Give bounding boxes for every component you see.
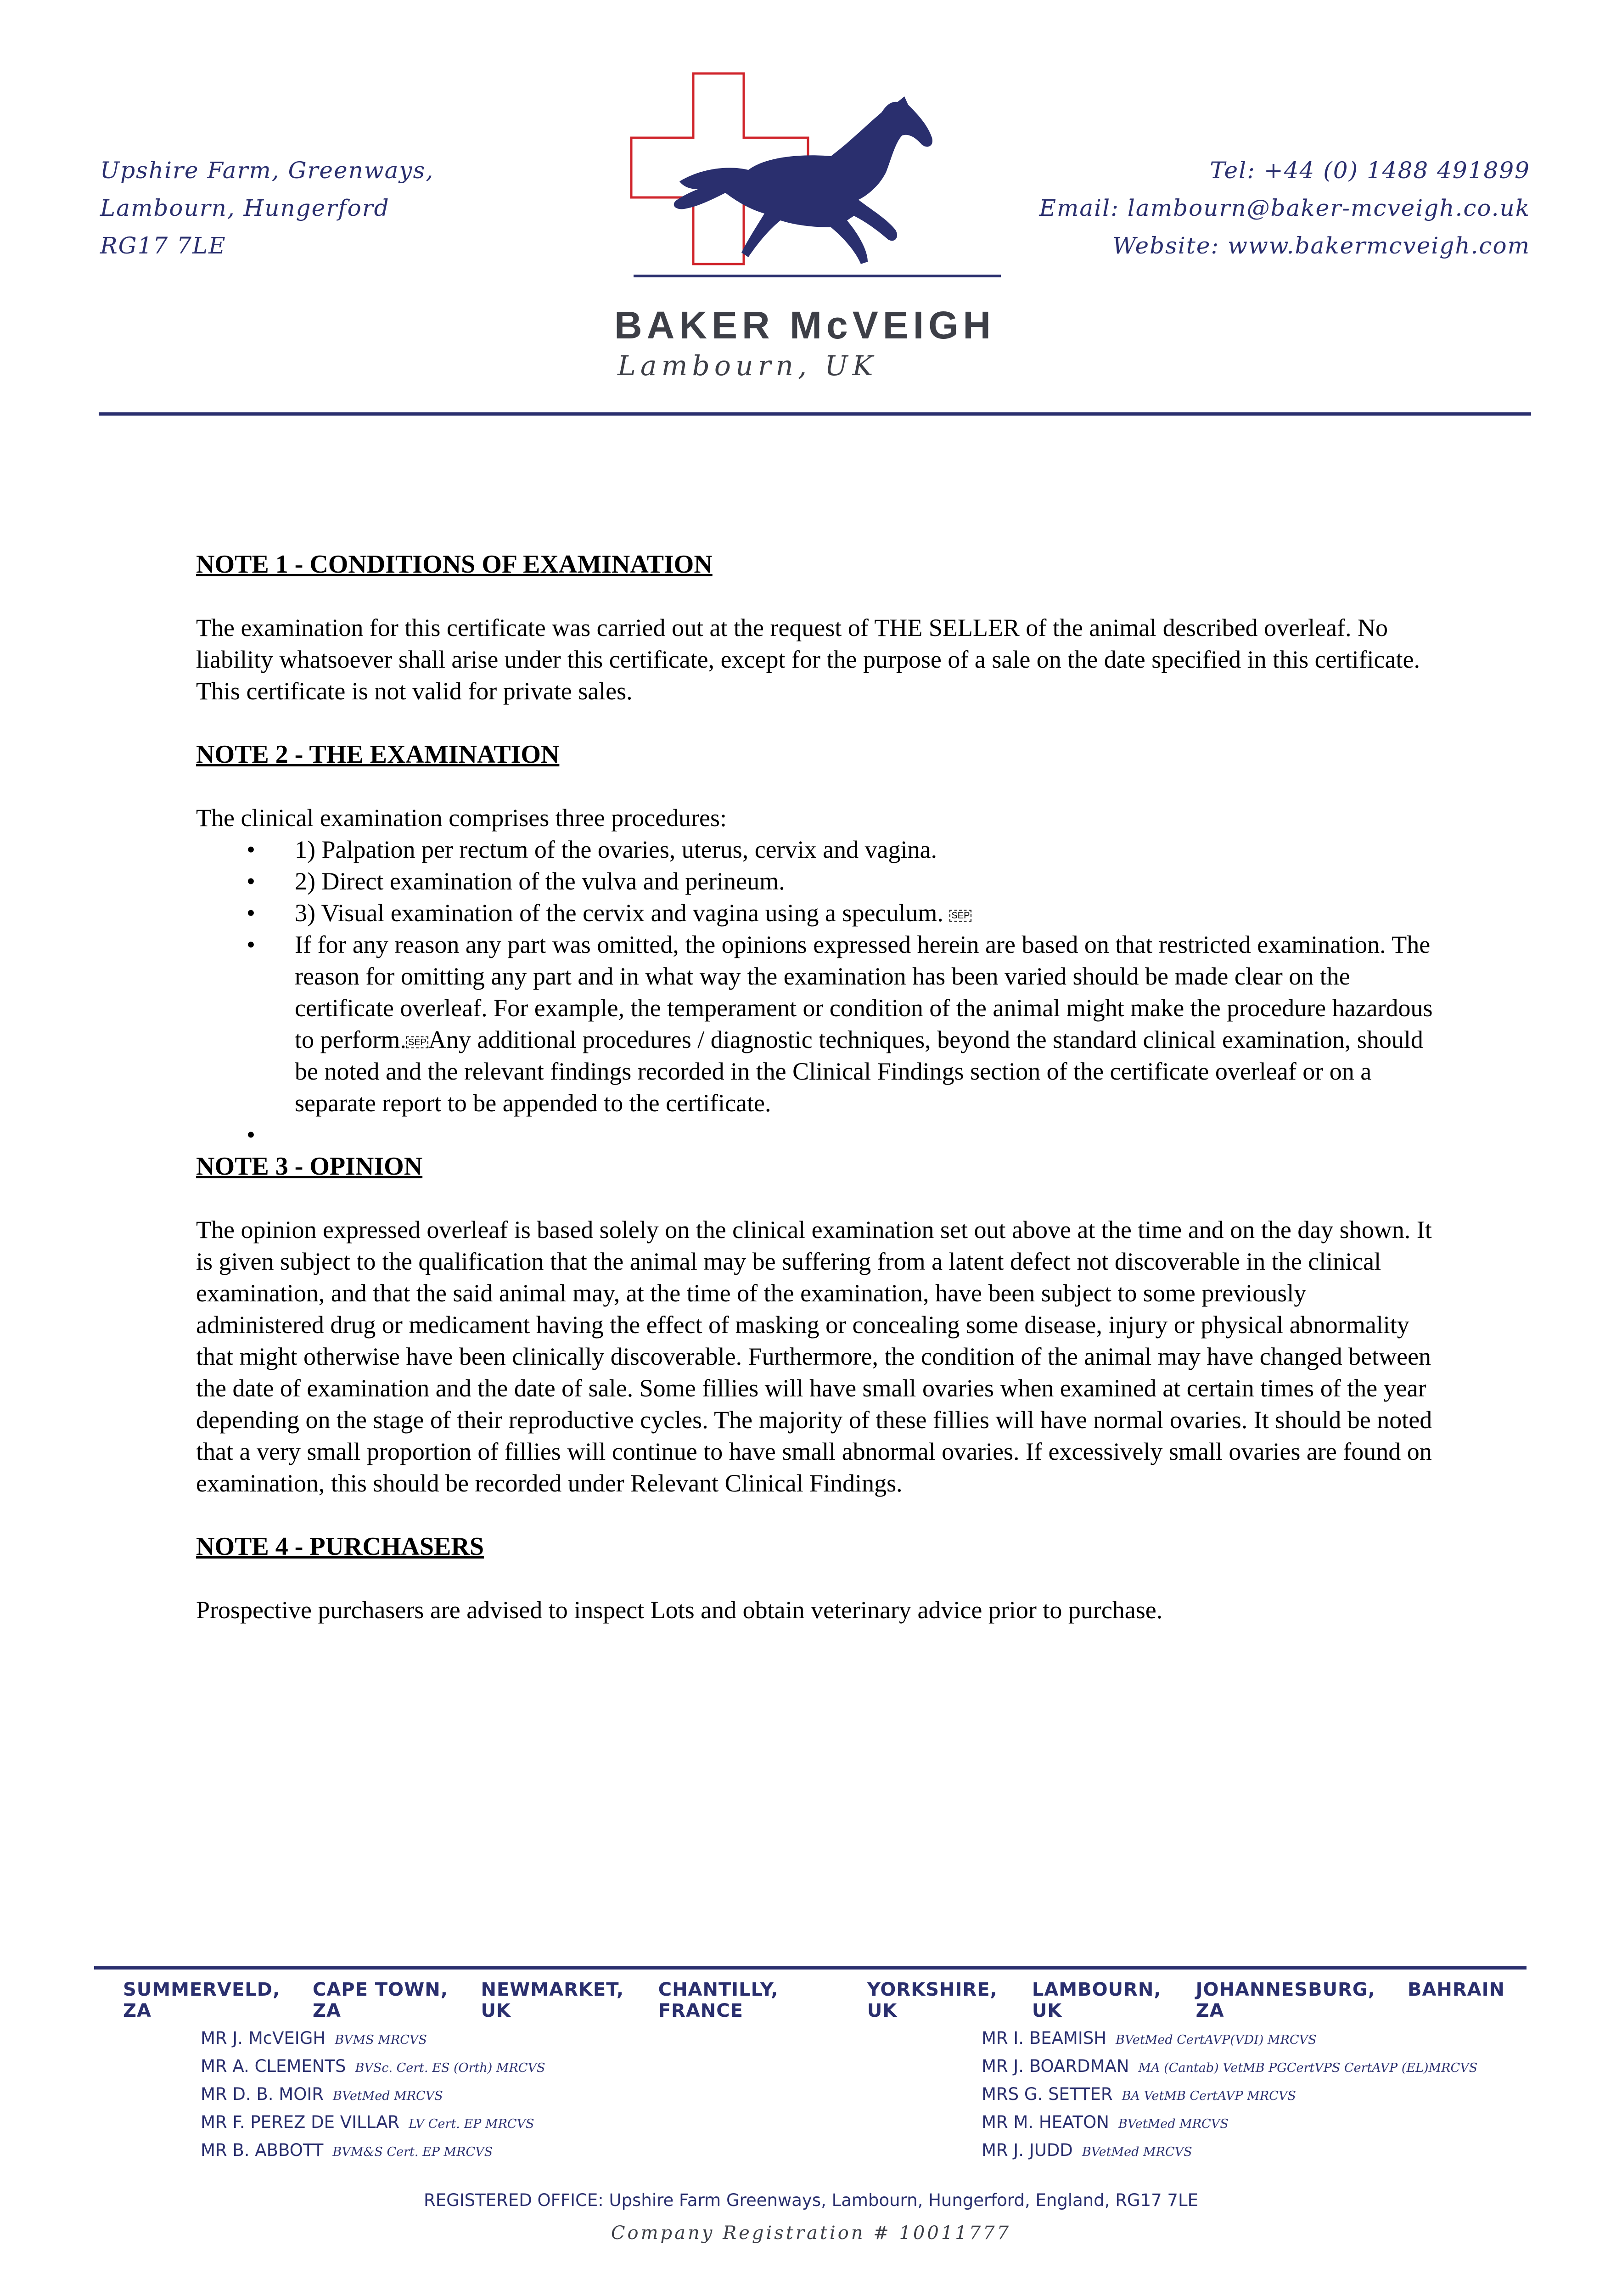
footer-divider <box>94 1966 1527 1970</box>
list-item-text: 2) Direct examination of the vulva and perineum. <box>295 867 785 895</box>
bullet: • <box>247 867 255 895</box>
address-block <box>100 152 434 264</box>
bullet: • <box>247 899 255 927</box>
bullet: • <box>247 836 255 863</box>
company-registration: Company Registration # 10011777 <box>611 2223 1011 2244</box>
vet-qualifications: BVetMed MRCVS <box>1118 2117 1229 2131</box>
vet-entry <box>201 2137 545 2165</box>
vet-list-right <box>982 2025 1477 2165</box>
address-line-3: RG17 7LE <box>100 232 226 259</box>
header-divider <box>99 412 1531 416</box>
list-item-text: 1) Palpation per rectum of the ovaries, uterus, cervix and vagina. <box>295 836 937 863</box>
note1-body: The examination for this certificate was carried out at the request of THE SELLER of the animal described overleaf. No liability whatsoever shall arise under this certificate, except for the purpose of a sale on the date specified in this certificate. This certificate is not valid for private sales. <box>196 614 1420 705</box>
registered-office: REGISTERED OFFICE: Upshire Farm Greenways, Lambourn, Hungerford, England, RG17 7LE <box>424 2190 1198 2210</box>
note2-intro: The clinical examination comprises three procedures: <box>196 804 727 832</box>
office-item: NEWMARKET, UK <box>481 1979 624 2021</box>
office-item: YORKSHIRE, UK <box>867 1979 998 2021</box>
vet-qualifications: BVM&S Cert. EP MRCVS <box>332 2145 493 2159</box>
list-item-empty <box>196 1119 1436 1151</box>
horse-icon <box>674 96 932 264</box>
office-locations <box>123 1979 1505 2021</box>
vet-entry <box>982 2053 1477 2081</box>
address-line-1: Upshire Farm, Greenways, <box>100 157 434 184</box>
bullet: • <box>247 931 255 958</box>
vet-qualifications: BA VetMB CertAVP MRCVS <box>1122 2089 1296 2103</box>
office-item: LAMBOURN, UK <box>1032 1979 1162 2021</box>
list-item-text-cont: Any additional procedures / diagnostic techniques, beyond the standard clinical examination, should be noted and the relevant findings recorded in the Clinical Findings section of the certificate overleaf or on a separate report to be appended to the certificate. <box>295 1026 1423 1117</box>
list-item-text: If for any reason any part was omitted, the opinions expressed herein are based on that restricted examination. The reason for omitting any part and in what way the examination has been varied should be made clear on the certificate overleaf. For example, the temperament or condition of the animal might make the procedure hazardous to perform. <box>295 931 1433 1053</box>
logo-underline <box>634 275 1001 277</box>
sep-glyph: SEP <box>406 1036 428 1048</box>
list-item <box>196 897 1436 929</box>
list-item <box>196 866 1436 897</box>
vet-qualifications: BVetMed CertAVP(VDI) MRCVS <box>1116 2033 1317 2047</box>
brand-name: BAKER McVEIGH <box>614 304 996 347</box>
vet-qualifications: BVMS MRCVS <box>335 2033 427 2047</box>
list-item <box>196 929 1436 1119</box>
note2-heading: NOTE 2 - THE EXAMINATION <box>196 740 560 769</box>
vet-name: MR F. PEREZ DE VILLAR <box>201 2112 400 2132</box>
note1-heading: NOTE 1 - CONDITIONS OF EXAMINATION <box>196 550 713 579</box>
office-item: CHANTILLY, FRANCE <box>658 1979 779 2021</box>
vet-name: MR D. B. MOIR <box>201 2084 324 2104</box>
vet-name: MR B. ABBOTT <box>201 2140 324 2160</box>
vet-name: MR J. BOARDMAN <box>982 2056 1129 2076</box>
vet-name: MRS G. SETTER <box>982 2084 1113 2104</box>
list-item <box>196 834 1436 866</box>
vet-entry <box>201 2109 545 2137</box>
office-item: JOHANNESBURG, ZA <box>1195 1979 1375 2021</box>
brand-location: Lambourn, UK <box>617 350 878 382</box>
vet-qualifications: BVSc. Cert. ES (Orth) MRCVS <box>355 2061 545 2075</box>
address-line-2: Lambourn, Hungerford <box>100 195 390 221</box>
office-item: CAPE TOWN, ZA <box>312 1979 448 2021</box>
vet-name: MR M. HEATON <box>982 2112 1109 2132</box>
vet-name: MR I. BEAMISH <box>982 2028 1107 2048</box>
vet-name: MR A. CLEMENTS <box>201 2056 346 2076</box>
vet-name: MR J. McVEIGH <box>201 2028 326 2048</box>
office-item: SUMMERVELD, ZA <box>123 1979 281 2021</box>
vet-qualifications: LV Cert. EP MRCVS <box>409 2117 534 2131</box>
office-item: BAHRAIN <box>1407 1979 1505 2000</box>
vet-entry <box>982 2025 1477 2053</box>
vet-qualifications: MA (Cantab) VetMB PGCertVPS CertAVP (EL)MRCVS <box>1138 2061 1478 2075</box>
vet-entry <box>982 2137 1477 2165</box>
vet-entry <box>201 2081 545 2109</box>
note4-body: Prospective purchasers are advised to inspect Lots and obtain veterinary advice prior to purchase. <box>196 1596 1163 1624</box>
contact-email[interactable]: Email: lambourn@baker-mcveigh.co.uk <box>1039 195 1530 221</box>
note4-heading: NOTE 4 - PURCHASERS <box>196 1532 484 1561</box>
contact-website[interactable]: Website: www.bakermcveigh.com <box>1112 232 1530 259</box>
vet-entry <box>201 2025 545 2053</box>
vet-entry <box>201 2053 545 2081</box>
contact-phone: Tel: +44 (0) 1488 491899 <box>1210 157 1530 184</box>
sep-glyph: SEP <box>949 910 971 922</box>
vet-list-left <box>201 2025 545 2165</box>
vet-name: MR J. JUDD <box>982 2140 1073 2160</box>
document-body <box>196 549 1436 1658</box>
vet-qualifications: BVetMed MRCVS <box>332 2089 443 2103</box>
note2-list <box>196 834 1436 1151</box>
note3-body: The opinion expressed overleaf is based solely on the clinical examination set out above at the time and on the day shown. It is given subject to the qualification that the animal may be suffering from a latent defect not discoverable in the clinical examination, and that the said animal may, at the time of the examination, have been subject to some previously administered drug or medicament having the effect of masking or concealing some disease, injury or physical abnormality that might otherwise have been clinically discoverable. Furthermore, the condition of the animal may have changed between the date of examination and the date of sale. Some fillies will have small ovaries when examined at certain times of the year depending on the stage of their reproductive cycles. The majority of these fillies will have normal ovaries. It should be noted that a very small proportion of fillies will continue to have small abnormal ovaries. If excessively small ovaries are found on examination, this should be recorded under Relevant Clinical Findings. <box>196 1216 1432 1497</box>
vet-qualifications: BVetMed MRCVS <box>1082 2145 1192 2159</box>
contact-block <box>1039 152 1530 264</box>
note3-heading: NOTE 3 - OPINION <box>196 1152 423 1181</box>
vet-entry <box>982 2109 1477 2137</box>
bullet: • <box>247 1121 255 1148</box>
vet-entry <box>982 2081 1477 2109</box>
list-item-text: 3) Visual examination of the cervix and vagina using a speculum. <box>295 899 943 927</box>
